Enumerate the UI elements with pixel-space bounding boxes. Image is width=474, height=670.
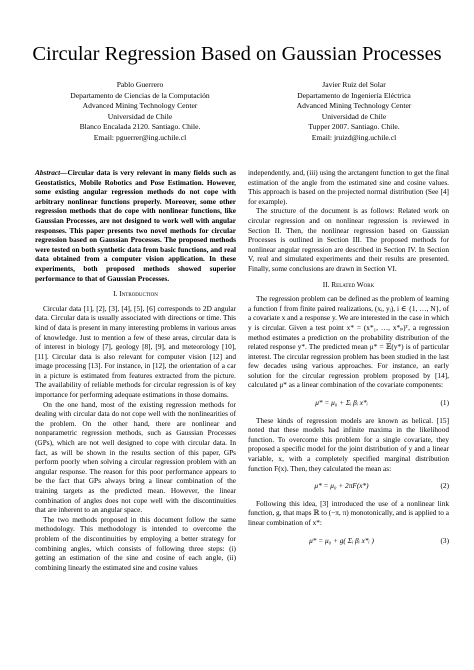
author-affiliation-line: Advanced Mining Technology Center (296, 101, 412, 111)
author-affiliation-line: Universidad de Chile (107, 111, 173, 121)
author-block-2 (254, 80, 454, 144)
author-email: Email: pguerrer@ing.uchile.cl (93, 132, 187, 142)
author-block-1 (40, 80, 240, 144)
left-column (35, 168, 236, 572)
equation-number: (2) (440, 481, 449, 491)
body-paragraph: independently, and, (iii) using the arctangent function to get the final estimation of the angle from the estimated sine and cosine values. This approach is based on the projected normal distribution (See [4] for example). (248, 168, 449, 206)
body-paragraph: Circular data [1], [2], [3], [4], [5], [6] corresponds to 2D angular data. Circular data is usually associated with directions or time. This kind of data is present in many interesting problems in various areas of knowledge. Just to mention a few of these areas, circular data is of interest in biology [7], geology [8], [9], and meteorology [10], [11]. Circular data is also relevant for computer vision [12] and image processing [13]. For instance, in [12], the orientation of a car in a picture is estimated from features extracted from the picture. The availability of reliable methods for circular regression is of key importance for performing adequate estimations in those domains. (35, 303, 236, 400)
author-name: Pablo Guerrero (116, 80, 164, 89)
section-heading-related-work: II. Related Work (322, 279, 375, 289)
equation-2 (248, 481, 449, 491)
author-email: Email: jruizd@ing.uchile.cl (311, 132, 397, 142)
author-affiliation-line: Advanced Mining Technology Center (82, 101, 198, 111)
author-address-line: Tupper 2007. Santiago. Chile. (308, 122, 400, 132)
equation-body: μ* = μ₀ + 2πF(x*) (314, 481, 369, 491)
author-address-line: Blanco Encalada 2120. Santiago. Chile. (79, 122, 201, 132)
author-affiliation-line: Universidad de Chile (321, 111, 387, 121)
abstract-text: —Circular data is very relevant in many fields such as Geostatistics, Mobile Robotics and Pose Estimation. However, some existing angular regression methods do not cope with arbitrary nonlinear functions properly. Moreover, some other regression methods that do cope with nonlinear functions, like Gaussian Processes, are not designed to work well with angular responses. This paper presents two novel methods for circular regression based on Gaussian Processes. The proposed methods were tested on both synthetic data from basic functions, and real data obtained from a computer vision application. In these experiments, both proposed methods showed superior performance to that of Gaussian Processes. (35, 168, 236, 283)
equation-1 (248, 398, 449, 408)
equation-body: μ* = μ₀ + g( Σᵢ βᵢ x*ᵢ ) (309, 535, 374, 545)
abstract-label: Abstract (35, 168, 61, 177)
body-paragraph: On the one hand, most of the existing regression methods for dealing with circular data do not cope well with the nonlinearities of the problem. On the other hand, there are nonlinear and nonparametric regression methods, such as Gaussian Processes (GPs), which are not well designed to cope with circular data. In fact, as will be shown in the results section of this paper, GPs perform poorly when solving a circular regression problem with an angular response. The reason for this poor performance appears to be the fact that GPs always bring a linear combination of the training targets as the predicted mean. However, the linear combination of angles does not cope well with the discontinuities that are inherent to an angular space. (35, 399, 236, 515)
author-affiliation-line: Departamento de Ingeniería Eléctrica (297, 90, 411, 100)
equation-body: μ* = μ₀ + Σᵢ βᵢ x*ᵢ (315, 398, 368, 408)
body-paragraph: The regression problem can be defined as the problem of learning a function f from finite paired realizations, (xᵢ, yᵢ), i ∈ {1, …, N}, of a covariate x and a response y. We are interested in the case in which y is circular. Given a test point x* = (x*₁, …, x*ₚ)ᵀ, a regression method estimates a prediction on the probability distribution of the related response y*. The predicted mean μ* = 𝔼(y*) is of particular interest. The circular regression problem has been studied in the last few decades using various approaches. For instance, an early solution for the circular regression problem proposed by [14], calculated μ* as a linear combination of the covariate components: (248, 294, 449, 390)
body-paragraph: The two methods proposed in this document follow the same methodology. This methodology is intended to overcome the problem of the discontinuities by employing a better strategy for combining angles, which consists of following three steps: (i) getting an estimation of the sine and cosine of each angle, (ii) combining linearly the estimated sine and cosine values (35, 514, 236, 572)
section-heading-introduction: I. Introduction (113, 289, 158, 299)
equation-3 (248, 536, 449, 546)
body-paragraph: These kinds of regression models are known as helical. [15] noted that these models had infinite maxima in the likelihood function. To overcome this problem for a single covariate, they proposed a specific model for the joint distribution of y and a linear variable, x, with a completely specified marginal distribution function F(x). Then, they calculated the mean as: (248, 415, 449, 473)
abstract (35, 168, 236, 283)
paper-title: Circular Regression Based on Gaussian Processes (32, 43, 442, 65)
author-name: Javier Ruiz del Solar (322, 80, 386, 89)
body-paragraph: The structure of the document is as follows: Related work on circular regression and on nonlinear regression is reviewed in Section II. Then, the nonlinear regression based on Gaussian Processes is outlined in Section III. The proposed methods for nonlinear angular regression are described in Section IV. In Section V, real and simulated experiments and their results are presented. Finally, some conclusions are drawn in Section VI. (248, 206, 449, 273)
right-column (248, 168, 449, 553)
equation-number: (3) (440, 535, 449, 545)
body-paragraph: Following this idea, [3] introduced the use of a nonlinear link function, g, that maps ℝ to (−π, π) monotonically, and is applied to a linear combination of x*: (248, 498, 449, 527)
equation-number: (1) (440, 398, 449, 408)
author-affiliation-line: Departamento de Ciencias de la Computación (70, 90, 210, 100)
